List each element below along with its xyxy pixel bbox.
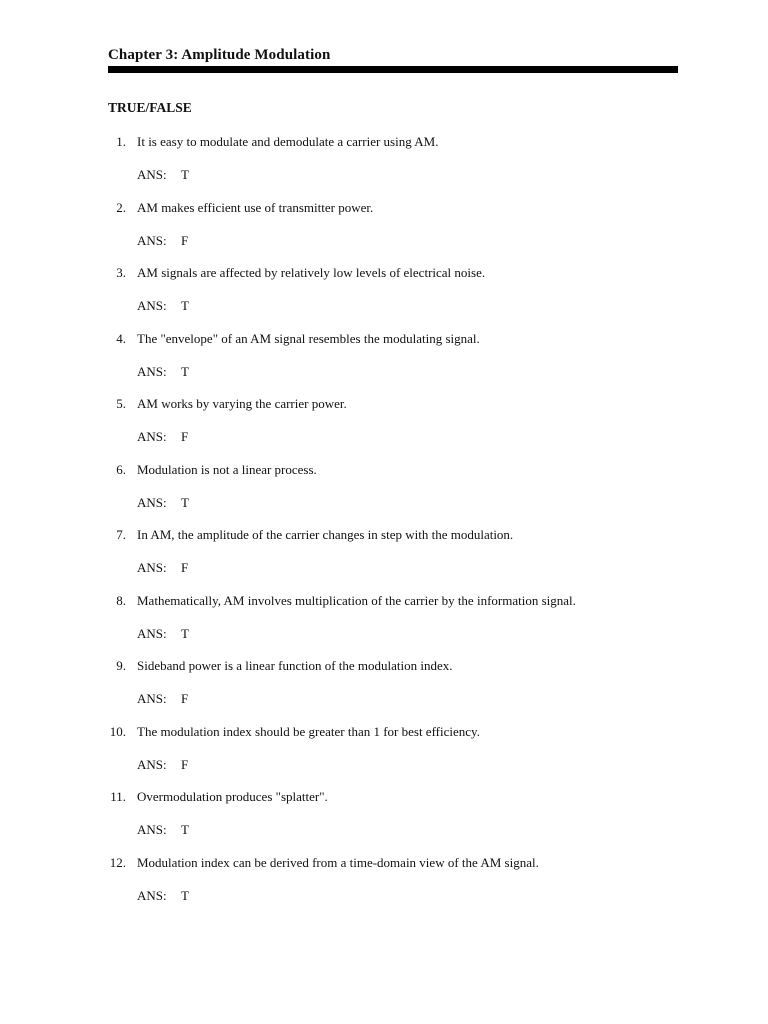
question-line — [0, 854, 768, 872]
answer-value: T — [181, 822, 189, 837]
answer-line — [137, 559, 188, 577]
answer-line — [137, 232, 188, 250]
question-line — [0, 395, 768, 413]
question-item — [0, 788, 768, 854]
question-number: 12. — [109, 854, 126, 870]
question-item — [0, 526, 768, 592]
question-number: 3. — [116, 265, 126, 280]
answer-line — [137, 756, 188, 774]
question-text: In AM, the amplitude of the carrier changes in step with the modulation. — [137, 527, 514, 542]
question-line — [0, 526, 768, 544]
question-line — [0, 264, 768, 282]
question-item — [0, 461, 768, 527]
question-number: 10. — [109, 723, 126, 739]
answer-label: ANS: — [137, 560, 167, 575]
answer-value: F — [181, 560, 189, 575]
answer-value: T — [181, 887, 189, 903]
answer-value: T — [181, 494, 189, 510]
answer-line — [137, 494, 189, 512]
answer-value: T — [181, 625, 189, 641]
question-text: Overmodulation produces "splatter". — [137, 789, 328, 804]
answer-label: ANS: — [137, 494, 167, 510]
question-text: Mathematically, AM involves multiplication of the carrier by the information signal. — [137, 592, 576, 608]
question-line — [0, 788, 768, 806]
answer-value: T — [181, 363, 189, 379]
question-line — [0, 723, 768, 741]
answer-label: ANS: — [137, 429, 167, 444]
answer-line — [137, 363, 189, 381]
answer-value: F — [181, 756, 189, 772]
question-item — [0, 330, 768, 396]
title-rule-divider — [108, 66, 678, 73]
question-item — [0, 133, 768, 199]
question-text: It is easy to modulate and demodulate a carrier using AM. — [137, 134, 439, 149]
answer-label: ANS: — [137, 298, 167, 313]
question-number: 6. — [116, 461, 126, 477]
answer-line — [137, 428, 188, 446]
answer-line — [137, 690, 188, 708]
question-number: 8. — [116, 592, 126, 608]
question-text: AM works by varying the carrier power. — [137, 396, 347, 411]
answer-label: ANS: — [137, 756, 167, 772]
question-number: 4. — [116, 330, 126, 346]
answer-value: F — [181, 232, 189, 248]
question-text: The "envelope" of an AM signal resembles the modulating signal. — [137, 330, 480, 346]
answer-label: ANS: — [137, 691, 167, 706]
question-line — [0, 592, 768, 610]
question-item — [0, 395, 768, 461]
question-number: 2. — [116, 199, 126, 215]
answer-label: ANS: — [137, 625, 167, 641]
question-line — [0, 199, 768, 217]
answer-value: F — [181, 429, 189, 444]
answer-value: T — [181, 167, 189, 182]
answer-line — [137, 821, 189, 839]
question-line — [0, 461, 768, 479]
answer-label: ANS: — [137, 167, 167, 182]
question-text: AM signals are affected by relatively low levels of electrical noise. — [137, 265, 486, 280]
question-text: Sideband power is a linear function of the modulation index. — [137, 658, 453, 673]
question-line — [0, 133, 768, 151]
question-text: Modulation is not a linear process. — [137, 461, 317, 477]
question-line — [0, 657, 768, 675]
question-list — [0, 133, 768, 919]
section-heading: TRUE/FALSE — [108, 100, 192, 115]
answer-line — [137, 297, 189, 315]
question-number: 9. — [116, 658, 126, 673]
chapter-title: Chapter 3: Amplitude Modulation — [108, 47, 331, 63]
answer-value: T — [181, 298, 189, 313]
question-text: Modulation index can be derived from a time-domain view of the AM signal. — [137, 854, 539, 870]
answer-label: ANS: — [137, 887, 167, 903]
answer-label: ANS: — [137, 822, 167, 837]
answer-line — [137, 887, 189, 905]
question-number: 5. — [116, 396, 126, 411]
question-number: 11. — [110, 789, 126, 804]
question-item — [0, 723, 768, 789]
question-number: 1. — [116, 134, 126, 149]
question-item — [0, 854, 768, 920]
question-item — [0, 199, 768, 265]
question-item — [0, 264, 768, 330]
answer-line — [137, 166, 189, 184]
question-text: AM makes efficient use of transmitter power. — [137, 199, 374, 215]
question-text: The modulation index should be greater than 1 for best efficiency. — [137, 723, 480, 739]
answer-value: F — [181, 691, 189, 706]
question-item — [0, 657, 768, 723]
question-number: 7. — [116, 527, 126, 542]
question-line — [0, 330, 768, 348]
question-item — [0, 592, 768, 658]
answer-label: ANS: — [137, 232, 167, 248]
answer-label: ANS: — [137, 363, 167, 379]
answer-line — [137, 625, 189, 643]
